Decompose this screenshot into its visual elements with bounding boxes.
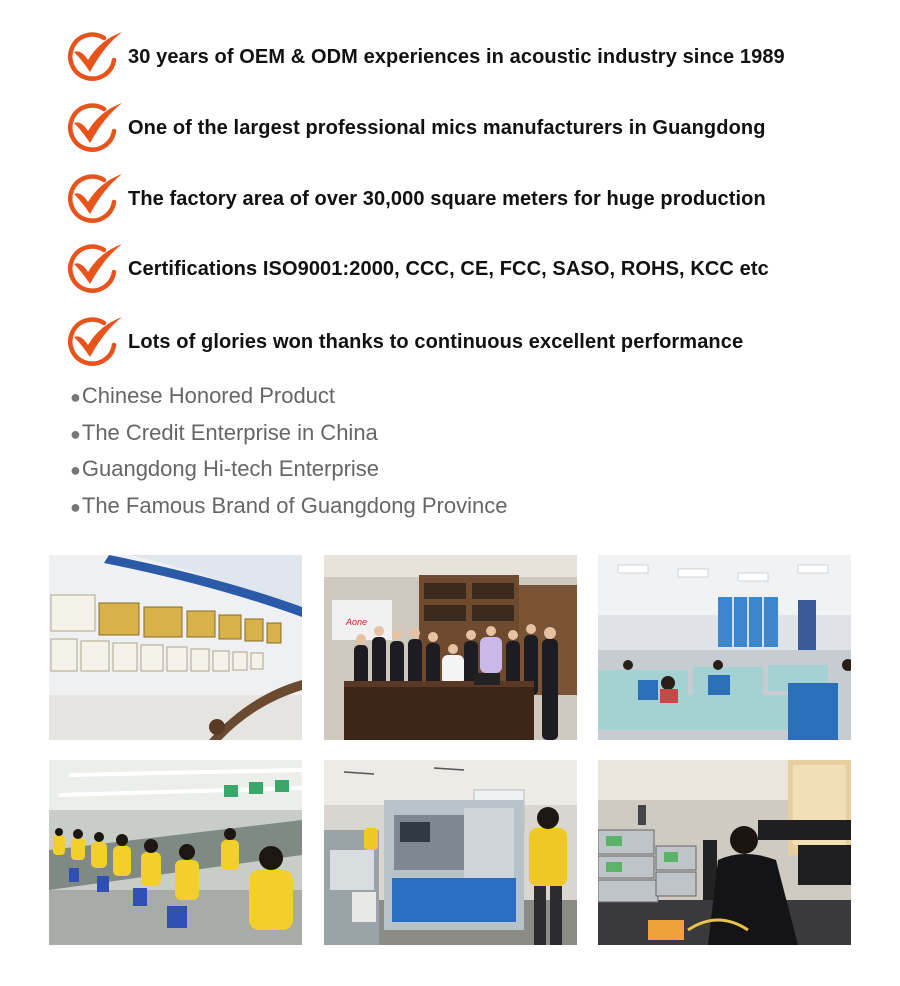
feature-text: 30 years of OEM & ODM experiences in acoustic industry since 1989 [128,46,785,68]
honor-text: Guangdong Hi-tech Enterprise [81,456,380,481]
honor-text: The Credit Enterprise in China [81,419,378,445]
team-office-photo [324,555,577,740]
cnc-machine-photo [324,760,577,945]
bullet-icon: ● [70,423,81,444]
orange-checkmark-icon [64,242,124,294]
orange-checkmark-icon [64,30,124,82]
honors-list [70,382,770,528]
feature-item [64,172,884,224]
feature-text: Lots of glories won thanks to continuous excellent performance [128,331,744,353]
factory-photo-gallery [49,555,852,945]
honor-text: Chinese Honored Product [81,383,336,408]
feature-item [64,315,884,367]
assembly-line-photo [49,760,302,945]
honor-item [70,382,770,419]
honor-item [70,455,770,492]
feature-text: The factory area of over 30,000 square meters for huge production [128,188,766,210]
bullet-icon: ● [70,387,81,407]
honor-text: The Famous Brand of Guangdong Province [81,492,508,518]
orange-checkmark-icon [64,172,124,224]
honor-item [70,492,770,529]
svg-text:Aone: Aone [346,617,368,627]
orange-checkmark-icon [64,101,124,153]
bullet-icon: ● [70,460,81,480]
feature-text: One of the largest professional mics manufacturers in Guangdong [128,117,766,139]
office-cubicles-photo [598,555,851,740]
orange-checkmark-icon [64,315,124,367]
bullet-icon: ● [70,496,81,517]
feature-item [64,242,884,294]
certificate-wall-photo [49,555,302,740]
feature-item [64,101,884,153]
testing-lab-photo [598,760,851,945]
feature-text: Certifications ISO9001:2000, CCC, CE, FCC, SASO, ROHS, KCC etc [128,258,769,280]
feature-item [64,30,884,82]
honor-item [70,419,770,456]
